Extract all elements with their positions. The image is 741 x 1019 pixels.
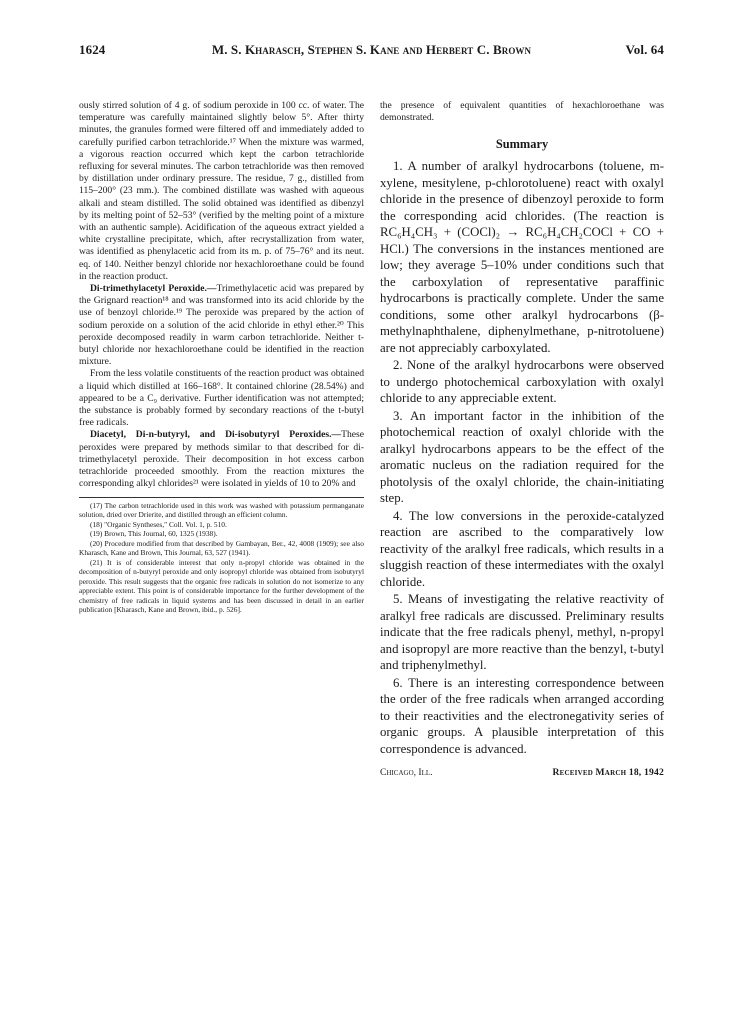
footnote-18: (18) "Organic Syntheses," Coll. Vol. 1, p. 510.	[90, 519, 227, 529]
summary-point-3: 3. An important factor in the inhibition of the photochemical reaction of oxalyl chloride with the aralkyl hydrocarbons appears to be the effect of the aromatic nucleus on the radiation required for the photolysis of the oxalyl chloride, the chain-initiating step.	[380, 408, 664, 506]
summary-point-2: 2. None of the aralkyl hydrocarbons were observed to undergo photochemical carboxylation with oxalyl chloride to any appreciable extent.	[380, 358, 664, 406]
summary-heading: Summary	[495, 137, 549, 152]
paragraph-trimethylacetyl	[79, 283, 364, 368]
summary-point-1: 1. A number of aralkyl hydrocarbons (toluene, m-xylene, mesitylene, p-chlorotoluene) react with oxalyl chloride in the presence of dibenzoyl peroxide to form the corresponding acid chlorides. (The reaction is RC₆H₄CH₃ + (COCl)₂ → RC₆H₄CH₂COCl + CO + HCl.) The conversions in the instances mentioned are low; they average 5–10% under conditions such that the carboxylation of representative paraffinic hydrocarbons is practically complete. Under the same conditions, some other aralkyl hydrocarbons (β-methylnaphthalene, diphenylmethane, p-nitrotoluene) are not appreciably carboxylated.	[380, 159, 664, 355]
summary-point-4: 4. The low conversions in the peroxide-catalyzed reaction are ascribed to the comparatively low reactivity of the aralkyl free radicals, which results in a sluggish reaction of these intermediates with the oxalyl chloride.	[380, 508, 664, 589]
footnote-20: (20) Procedure modified from that described by Gambayan, Ber., 42, 4008 (1909); see also Kharasch, Kane and Brown, This Journal, 63, 527 (1941).	[79, 538, 364, 557]
running-authors: M. S. Kharasch, Stephen S. Kane and Herbert C. Brown	[211, 42, 532, 57]
right-column	[380, 100, 664, 781]
signoff	[380, 767, 664, 781]
volume-label: Vol. 64	[625, 42, 664, 57]
section-heading-diacetyl: Diacetyl, Di-n-butyryl, and Di-isobutyryl Peroxides.—	[90, 429, 342, 441]
footnote-19: (19) Brown, This Journal, 60, 1325 (1938).	[90, 529, 218, 538]
footnote-21: (21) It is of considerable interest that only n-propyl chloride was obtained in the decomposition of n-butyryl peroxide and only isopropyl chloride was obtained from isobutyryl peroxide. This result suggests that the organic free radicals in solution do not isomerize to any appreciable extent. This point is of considerable importance for the further development of the chemistry of free radicals in liquid systems and has been discussed in detail in an earlier publication [Kharasch, Kane and Brown, ibid., p. 526].	[79, 557, 364, 614]
paragraph-trimethylacetyl-body: Trimethylacetic acid was prepared by the Grignard reaction¹⁸ and was transformed into its acid chloride by the use of benzoyl chloride.¹⁹ The peroxide was prepared by the action of sodium peroxide on a solution of the acid chloride in ethyl ether.²⁰ This peroxide decomposed readily in warm carbon tetrachloride. Neither t-butyl chloride nor hexachloroethane could be identified in the reaction mixture.	[79, 283, 364, 368]
paragraph-diacetyl	[79, 429, 364, 490]
summary-point-6: 6. There is an interesting correspondence between the order of the free radicals when arranged according to their reactivities and the electronegativity series of organic groups. A plausible interpretation of this correspondence is advanced.	[380, 675, 664, 756]
signoff-received: Received March 18, 1942	[552, 767, 664, 779]
signoff-city: Chicago, Ill.	[380, 767, 433, 779]
paragraph-dibenzyl: ously stirred solution of 4 g. of sodium peroxide in 100 cc. of water. The temperature was carefully maintained slightly below 5°. After thirty minutes, the granules formed were filtered off and immediately added to carefully purified carbon tetrachloride.¹⁷ When the mixture was warmed, a vigorous reaction occurred which kept the carbon tetrachloride refluxing for several minutes. The carbon tetrachloride was then removed by distillation under ordinary pressure. The residue, 7 g., distilled from 115–200° (23 mm.). The combined distillate was washed with aqueous alkali and steam distilled. The solid obtained was identified as dibenzyl by its melting point of 52–53° (verified by the melting point of a mixture with an authentic sample). Acidification of the aqueous extract yielded a white crystalline precipitate, which, after recrystallization from water, was identified as phenylacetic acid from its m. p. of 75–76° and its neut. eq. of 140. Neither benzyl chloride nor hexachloroethane could be found in the reaction product.	[79, 100, 364, 282]
paragraph-continuation: the presence of equivalent quantities of hexachloroethane was demonstrated.	[380, 100, 664, 124]
section-heading-trimethylacetyl: Di-trimethylacetyl Peroxide.—	[90, 283, 217, 295]
left-column	[79, 100, 364, 615]
footnotes	[79, 497, 364, 615]
paragraph-diacetyl-body: These peroxides were prepared by methods similar to that described for di-trimethylacetyl peroxide. Their decomposition in hot excess carbon tetrachloride proceeded smoothly. From the reaction mixtures the corresponding alkyl chlorides²¹ were isolated in yields of 10 to 20% and	[79, 429, 364, 490]
running-header	[79, 40, 664, 60]
paragraph-volatile-constituents: From the less volatile constituents of the reaction product was obtained a liquid which distilled at 166–168°. It contained chlorine (28.54%) and appeared to be a C₉ derivative. Further identification was not attempted; the substance is probably formed by secondary reactions of the t-butyl free radicals.	[79, 368, 364, 429]
page-number: 1624	[79, 42, 106, 57]
summary-point-5: 5. Means of investigating the relative reactivity of aralkyl free radicals are discussed. Preliminary results indicate that the free radicals phenyl, methyl, n-propyl and isopropyl are more reactive than the benzyl, t-butyl and triphenylmethyl.	[380, 592, 664, 673]
footnote-17: (17) The carbon tetrachloride used in this work was washed with potassium permanganate solution, dried over Drierite, and distilled through an efficient column.	[79, 500, 364, 519]
